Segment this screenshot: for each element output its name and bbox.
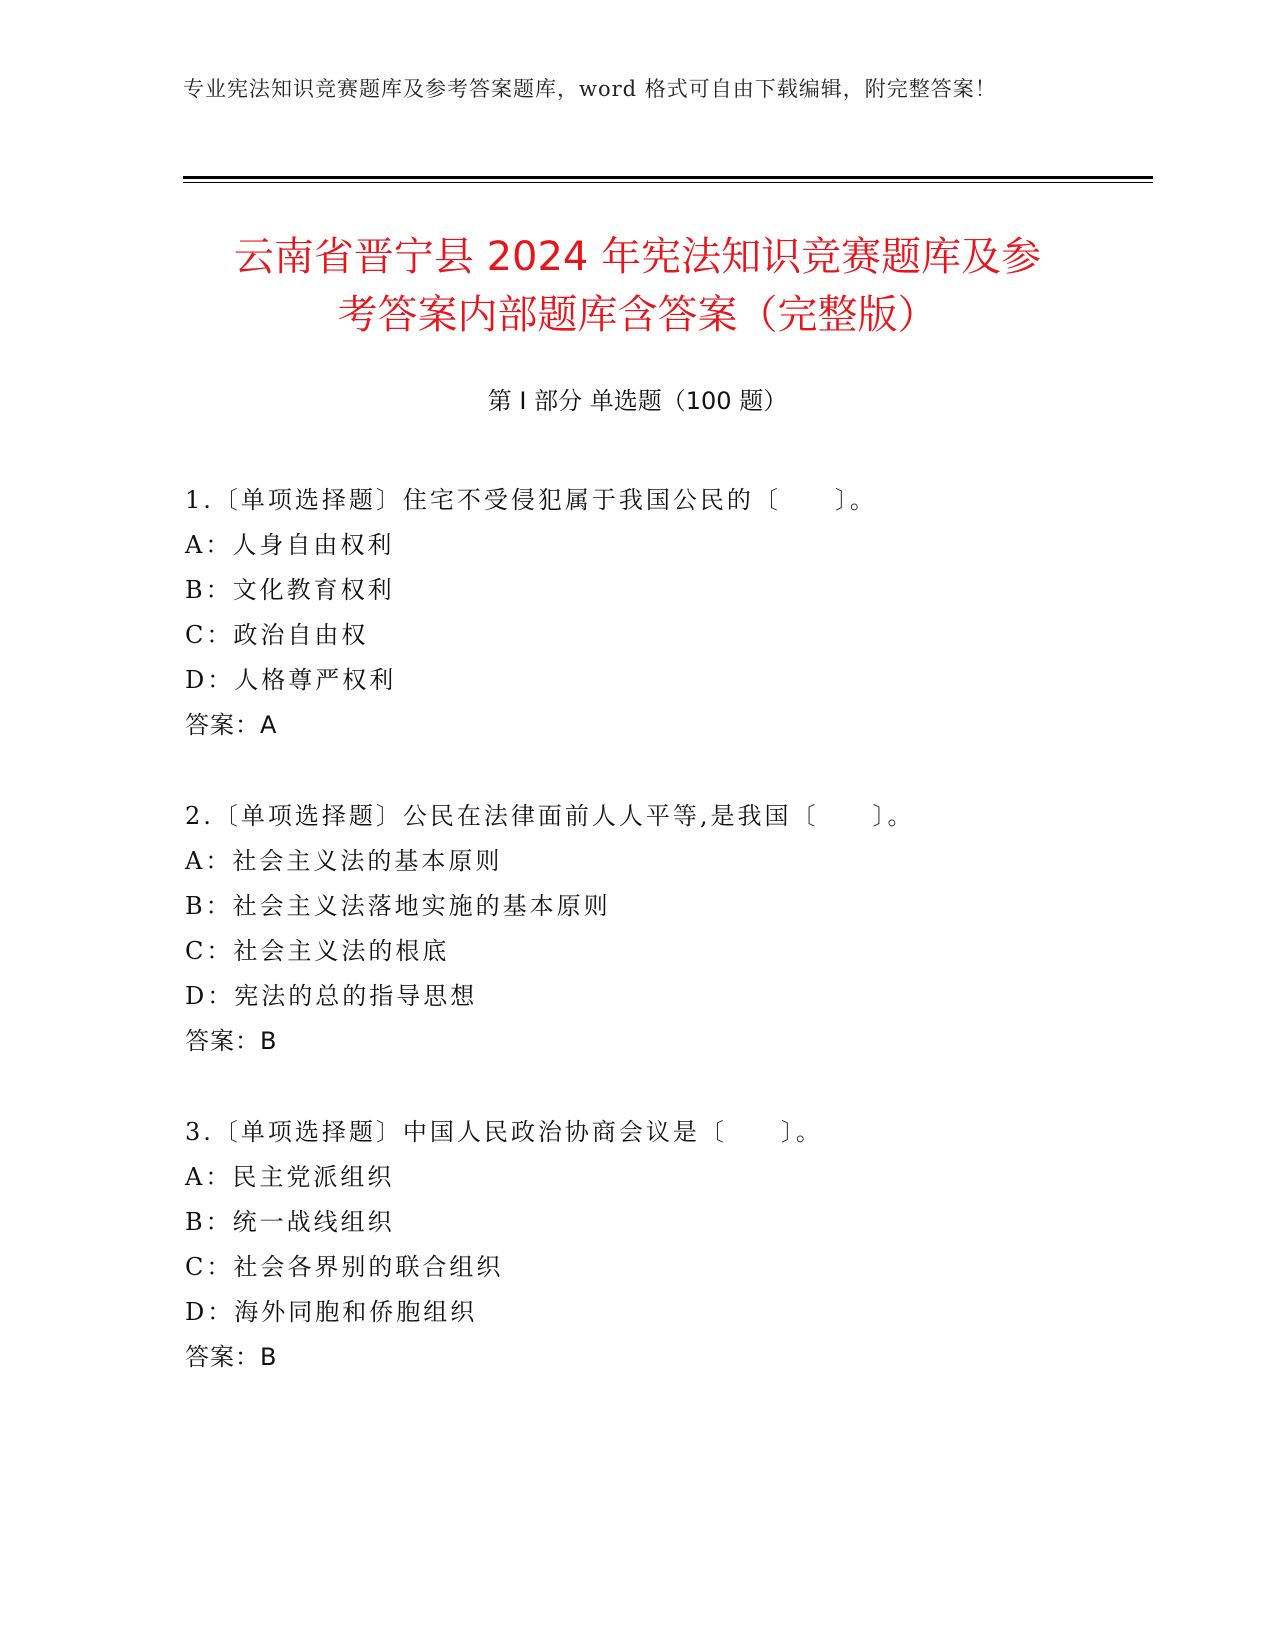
- question-list: [185, 478, 1145, 1426]
- option-c: C：社会主义法的根底: [185, 937, 450, 965]
- option-a: A：人身自由权利: [185, 531, 395, 559]
- question-stem: 3.〔单项选择题〕中国人民政治协商会议是〔 〕。: [185, 1118, 823, 1146]
- document-title-line1: 云南省晋宁县 2024 年宪法知识竞赛题库及参: [233, 234, 1042, 280]
- question-3: [185, 1110, 1145, 1380]
- document-title-line2: 考答案内部题库含答案（完整版）: [337, 292, 938, 338]
- header-rule-thick: [183, 176, 1153, 179]
- question-stem: 2.〔单项选择题〕公民在法律面前人人平等,是我国〔 〕。: [185, 802, 915, 830]
- option-a: A：民主党派组织: [185, 1163, 395, 1191]
- header-rule-thin: [183, 182, 1153, 183]
- option-c: C：政治自由权: [185, 621, 369, 649]
- option-d: D：人格尊严权利: [185, 666, 397, 694]
- option-d: D：宪法的总的指导思想: [185, 982, 478, 1010]
- option-b: B：统一战线组织: [185, 1208, 395, 1236]
- question-1: [185, 478, 1145, 748]
- option-d: D：海外同胞和侨胞组织: [185, 1298, 478, 1326]
- header-note: 专业宪法知识竞赛题库及参考答案题库，word 格式可自由下载编辑，附完整答案！: [183, 77, 997, 101]
- question-stem: 1.〔单项选择题〕住宅不受侵犯属于我国公民的〔 〕。: [185, 486, 877, 514]
- option-b: B：社会主义法落地实施的基本原则: [185, 892, 611, 920]
- answer: 答案：B: [185, 1343, 278, 1371]
- option-c: C：社会各界别的联合组织: [185, 1253, 504, 1281]
- document-title: [150, 228, 1125, 344]
- option-b: B：文化教育权利: [185, 576, 395, 604]
- question-2: [185, 794, 1145, 1064]
- option-a: A：社会主义法的基本原则: [185, 847, 503, 875]
- answer: 答案：B: [185, 1027, 278, 1055]
- answer: 答案：A: [185, 711, 278, 739]
- section-heading: 第 I 部分 单选题（100 题）: [487, 387, 788, 415]
